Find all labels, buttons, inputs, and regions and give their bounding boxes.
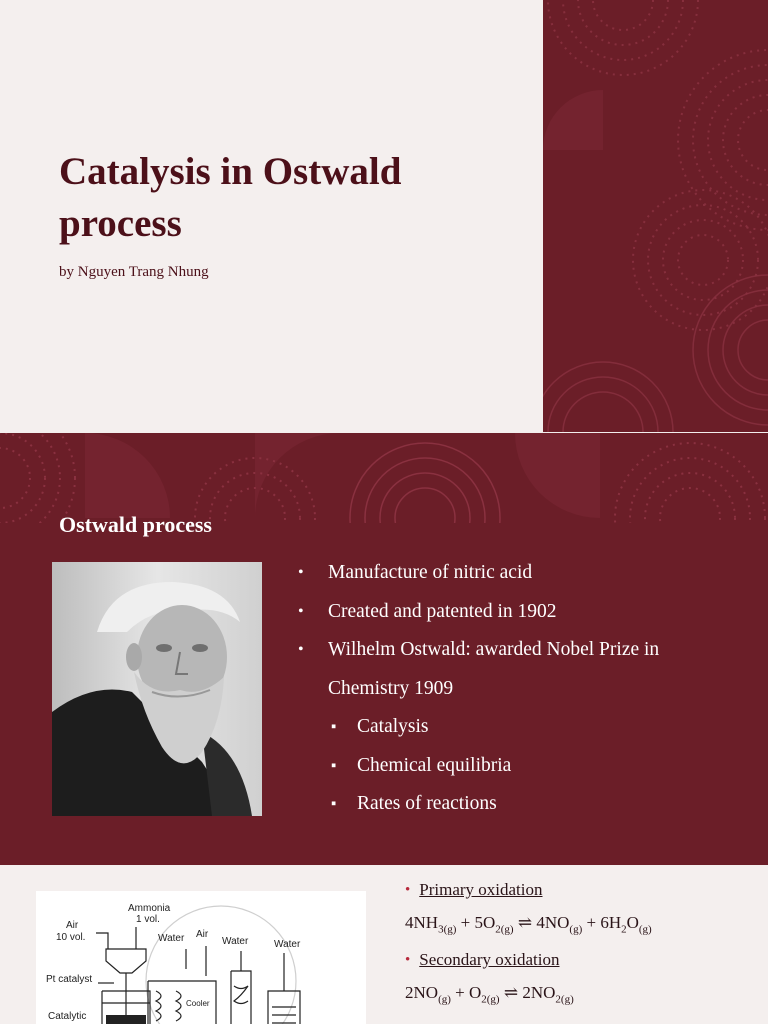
equilibrium-arrow-icon: ⇌ [513,913,537,932]
eq-term: + 6H [582,913,622,932]
bullet-dot-icon: • [405,951,411,968]
sub-bullet-item: ▪ Chemical equilibria [298,747,738,786]
secondary-oxidation-label: Secondary oxidation [419,950,560,969]
eq-state: (g) [443,923,457,936]
eq-sub: 2 [495,923,501,936]
secondary-oxidation-heading [405,950,559,970]
bullet-list [298,554,738,824]
bullet-item: • Manufacture of nitric acid [298,554,738,593]
label-ammonia-vol: 1 vol. [136,914,160,925]
primary-oxidation-equation [405,913,652,935]
primary-oxidation-heading [405,880,543,900]
eq-state: (g) [500,923,514,936]
title-line-1: Catalysis in Ostwald [59,150,402,193]
label-air-vol: 10 vol. [56,932,86,943]
primary-oxidation-label: Primary oxidation [419,880,543,899]
eq-term: + O [450,983,482,1002]
eq-state: (g) [438,993,451,1006]
eq-term: 2NO [522,983,556,1002]
eq-term: + 5O [456,913,496,932]
eq-term: 2NO [405,983,439,1002]
label-water-1: Water [158,933,185,944]
bullet-item: • Wilhelm Ostwald: awarded Nobel Prize in [298,631,738,670]
portrait-photo [52,562,262,816]
content-slide-oxidation [0,866,768,1024]
decorative-panel [543,0,768,432]
eq-state: (g) [486,993,500,1006]
label-ammonia: Ammonia [128,903,171,914]
label-water-2: Water [222,936,249,947]
label-cooler: Cooler [186,999,210,1008]
label-air: Air [66,920,79,931]
bullet-dot-icon: • [405,881,411,898]
eq-sub: 3 [438,923,444,936]
eq-state: (g) [569,923,583,936]
slide-title [59,146,519,250]
eq-term: 4NH [405,913,439,932]
label-pt-catalyst: Pt catalyst [46,974,93,985]
title-line-2: process [59,202,182,245]
portrait-photo-icon [52,562,262,816]
bullet-item: • Created and patented in 1902 [298,593,738,632]
eq-state: (g) [560,993,574,1006]
eq-sub: 2 [481,993,487,1006]
eq-term: 4NO [536,913,570,932]
content-slide-ostwald [0,433,768,865]
eq-sub: 2 [621,923,627,936]
eq-state: (g) [638,923,652,936]
decorative-arcs [543,0,768,432]
slide-heading: Ostwald process [59,512,212,537]
sub-bullet-item: ▪ Rates of reactions [298,785,738,824]
process-diagram [36,891,366,1024]
label-catalytic: Catalytic [48,1011,87,1022]
sub-bullet-item: ▪ Catalysis [298,708,738,747]
eq-term: O [626,913,639,932]
decorative-arcs-band [0,433,768,523]
bullet-item-continuation: Chemistry 1909 [328,677,454,699]
equilibrium-arrow-icon: ⇌ [499,983,523,1002]
label-air-2: Air [196,929,209,940]
ostwald-plant-diagram [36,891,366,1024]
secondary-oxidation-equation [405,983,574,1005]
label-water-3: Water [274,939,301,950]
author-line: by Nguyen Trang Nhung [59,264,209,280]
title-slide [0,0,768,432]
eq-sub: 2 [555,993,561,1006]
